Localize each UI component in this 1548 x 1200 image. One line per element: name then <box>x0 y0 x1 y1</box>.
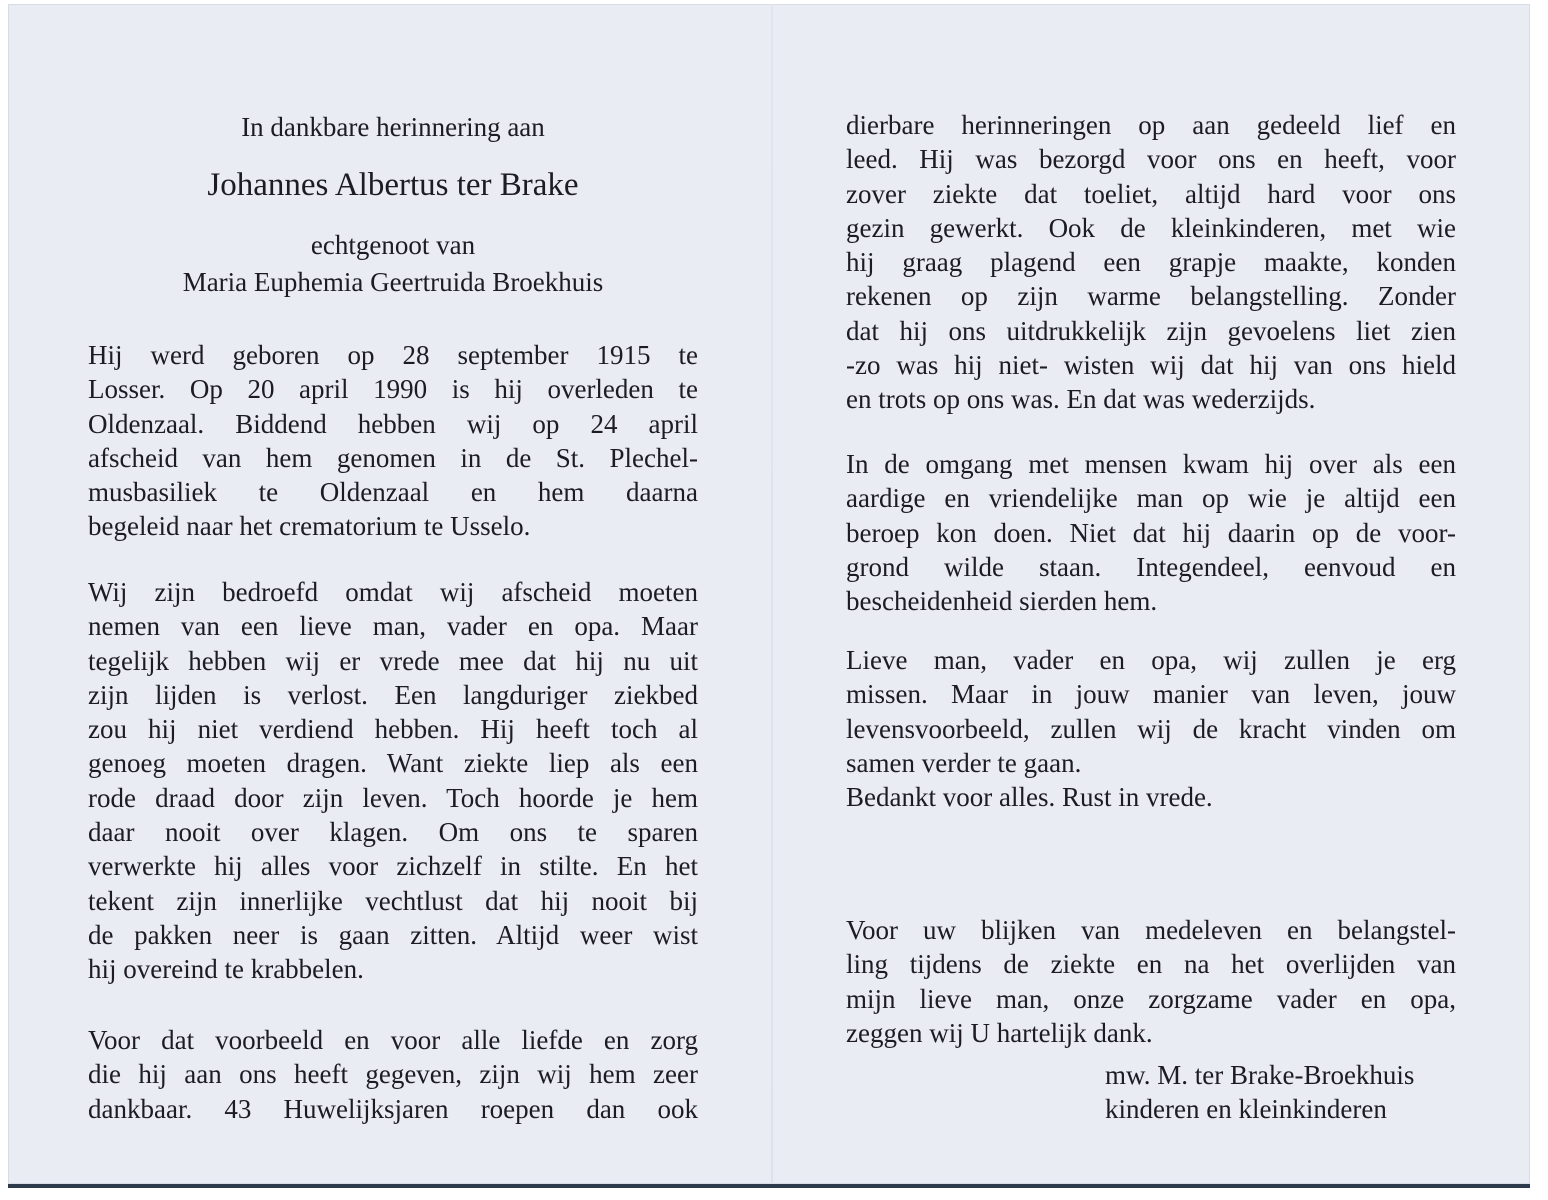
text-line: die hij aan ons heeft gegeven, zijn wij hem zeer <box>88 1059 698 1090</box>
deceased-name: Johannes Albertus ter Brake <box>207 167 579 203</box>
left-paragraph-2 <box>88 575 698 987</box>
left-paragraph-3 <box>88 1023 698 1126</box>
text-line: beroep kon doen. Niet dat hij daarin op de voor- <box>846 517 1456 548</box>
text-line: dankbaar. 43 Huwelijksjaren roepen dan ook <box>88 1093 698 1124</box>
left-paragraph-1 <box>88 338 698 544</box>
text-line: grond wilde staan. Integendeel, eenvoud en <box>846 551 1456 582</box>
text-line: Losser. Op 20 april 1990 is hij overleden te <box>88 374 698 405</box>
right-paragraph-3 <box>846 643 1456 814</box>
text-line: dierbare herinneringen op aan gedeeld lief en <box>846 110 1456 140</box>
text-line: de pakken neer is gaan zitten. Altijd weer wist <box>88 919 698 950</box>
spouse-name: Maria Euphemia Geertruida Broekhuis <box>182 267 604 297</box>
right-paragraph-4 <box>846 913 1456 1050</box>
text-line: zijn lijden is verlost. Een langduriger ziekbed <box>88 679 698 710</box>
text-line: aardige en vriendelijke man op wie je altijd een <box>846 483 1456 514</box>
text-line: tegelijk hebben wij er vrede mee dat hij nu uit <box>88 645 698 676</box>
text-line: hij graag plagend een grapje maakte, konden <box>846 247 1456 278</box>
signature-family: kinderen en kleinkinderen <box>1105 1094 1387 1124</box>
text-line: missen. Maar in jouw manier van leven, jouw <box>846 679 1456 710</box>
text-line: musbasiliek te Oldenzaal en hem daarna <box>88 477 698 508</box>
text-line: leed. Hij was bezorgd voor ons en heeft, voor <box>846 144 1456 175</box>
text-line: daar nooit over klagen. Om ons te sparen <box>88 817 698 848</box>
text-line: tekent zijn innerlijke vechtlust dat hij nooit bij <box>88 885 698 916</box>
text-line: Voor uw blijken van medeleven en belangstel- <box>846 915 1456 945</box>
text-line: en trots op ons was. En dat was wederzijds. <box>846 384 1316 415</box>
intro-text: In dankbare herinnering aan <box>241 112 545 142</box>
text-line: rekenen op zijn warme belangstelling. Zonder <box>846 281 1456 312</box>
text-line: zou hij niet verdiend hebben. Hij heeft toch al <box>88 714 698 745</box>
text-line: Oldenzaal. Biddend hebben wij op 24 april <box>88 408 698 439</box>
right-paragraph-1 <box>846 108 1456 417</box>
text-line: zeggen wij U hartelijk dank. <box>846 1017 1153 1048</box>
text-line: nemen van een lieve man, vader en opa. Maar <box>88 611 698 642</box>
text-line: Voor dat voorbeeld en voor alle liefde en zorg <box>88 1025 698 1055</box>
card-fold <box>771 4 773 1184</box>
text-line: rode draad door zijn leven. Toch hoorde je hem <box>88 782 698 813</box>
text-line: samen verder te gaan. <box>846 747 1082 778</box>
text-line: Lieve man, vader en opa, wij zullen je erg <box>846 645 1456 675</box>
text-line: mijn lieve man, onze zorgzame vader en opa, <box>846 983 1456 1014</box>
text-line: afscheid van hem genomen in de St. Plechel- <box>88 442 698 473</box>
text-line: In de omgang met mensen kwam hij over als een <box>846 449 1456 479</box>
text-line: Wij zijn bedroefd omdat wij afscheid moeten <box>88 577 698 607</box>
text-line: Hij werd geboren op 28 september 1915 te <box>88 340 698 370</box>
text-line: genoeg moeten dragen. Want ziekte liep als een <box>88 748 698 779</box>
text-line: verwerkte hij alles voor zichzelf in stilte. En het <box>88 851 698 882</box>
text-line: zover ziekte dat toeliet, altijd hard voor ons <box>846 178 1456 209</box>
text-line: -zo was hij niet- wisten wij dat hij van ons hield <box>846 350 1456 381</box>
spouse-label: echtgenoot van <box>310 230 476 260</box>
text-line: hij overeind te krabbelen. <box>88 954 364 985</box>
text-line: levensvoorbeeld, zullen wij de kracht vinden om <box>846 713 1456 744</box>
text-line: bescheidenheid sierden hem. <box>846 586 1158 617</box>
text-line: dat hij ons uitdrukkelijk zijn gevoelens liet zien <box>846 315 1456 346</box>
text-line: begeleid naar het crematorium te Usselo. <box>88 511 531 542</box>
text-line: ling tijdens de ziekte en na het overlijden van <box>846 949 1456 980</box>
right-paragraph-2 <box>846 447 1456 618</box>
signature-name: mw. M. ter Brake-Broekhuis <box>1105 1060 1415 1090</box>
text-line: Bedankt voor alles. Rust in vrede. <box>846 782 1213 813</box>
text-line: gezin gewerkt. Ook de kleinkinderen, met wie <box>846 212 1456 243</box>
